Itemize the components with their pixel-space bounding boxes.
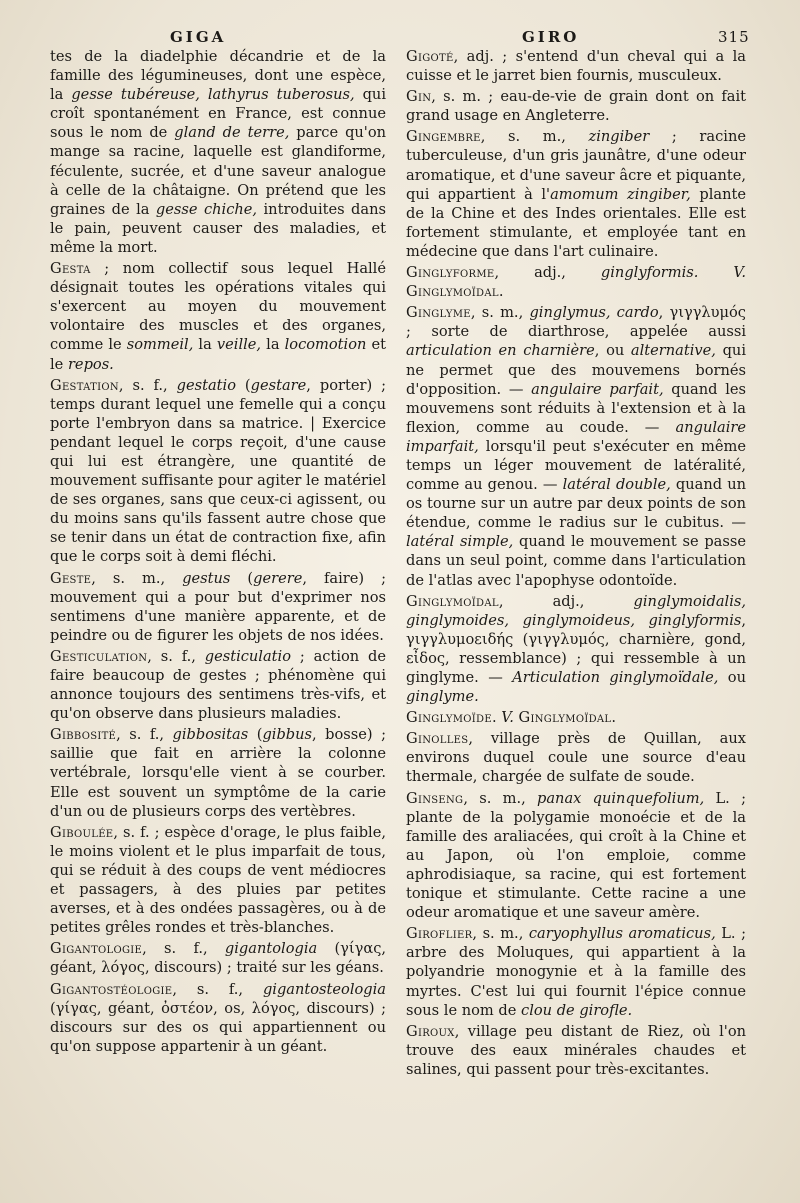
dictionary-entry: [406, 47, 746, 85]
italic-term: gibbus: [262, 726, 313, 744]
entry-text: introduites dans le pain, peuvent causer des maladies, et même la mort.: [50, 200, 386, 256]
running-head-left: GIGA: [170, 28, 227, 46]
entry-text: .: [491, 709, 502, 727]
dictionary-entry: [50, 823, 386, 938]
entry-continuation: [50, 47, 386, 257]
italic-term: panax quinquefolium,: [537, 789, 705, 807]
italic-term: clou de girofle.: [521, 1001, 633, 1019]
entry-text: , s. f.,: [142, 940, 225, 958]
headword: Ginglymoïdal.: [518, 709, 617, 727]
italic-term: ginglyme.: [406, 688, 479, 706]
dictionary-entry: [406, 924, 746, 1019]
entry-text: , s. f. ; espèce d'orage, le plus faible, le moins violent et le plus imparfait de tous, qui se réduit à des coups de vent médiocres et passagers, à des pluies par petites averses, et à des ondées passagères, ou à de petites grêles rondes et très-blanches.: [50, 823, 386, 937]
headword: Gin: [406, 88, 432, 106]
entry-text: et le: [50, 336, 386, 373]
italic-term: ginglyformis. V.: [600, 264, 746, 282]
entry-text: , village peu distant de Riez, où l'on trouve des eaux minérales chaudes et salines, qui passent pour très-excitantes.: [406, 1022, 746, 1078]
headword: Ginglymoïde: [406, 709, 492, 727]
dictionary-entry: [50, 569, 386, 645]
headword: Gigantologie: [50, 940, 143, 958]
entry-text: ; racine tuberculeuse, d'un gris jaunâtre, d'une odeur aromatique, et d'une saveur âcre et piquante, qui appartient à l': [406, 128, 746, 203]
italic-term: ginglymus, cardo: [529, 304, 659, 322]
italic-term: latéral double,: [562, 476, 671, 494]
italic-term: gesse chiche,: [155, 200, 258, 218]
headword: Gingembre: [406, 128, 481, 146]
entry-text: , s. f.,: [147, 647, 205, 665]
italic-term: gibbositas: [172, 726, 249, 744]
italic-term: gestus: [182, 569, 231, 587]
dictionary-entry: [406, 87, 746, 125]
entry-text: , γιγγλυμοειδής (γιγγλυμός, charnière, gond, εἶδος, ressemblance) ; qui ressemble à un ginglyme. —: [406, 611, 746, 686]
headword: Giboulée: [50, 823, 114, 841]
dictionary-entry: [406, 729, 746, 786]
dictionary-entry: [50, 647, 386, 723]
entry-text: la: [193, 336, 217, 354]
entry-text: , ou: [594, 342, 631, 360]
italic-term: gland de terre,: [174, 124, 290, 142]
headword: Gestation: [50, 376, 119, 394]
entry-text: (: [230, 569, 254, 587]
entry-text: ou: [718, 669, 746, 686]
dictionary-entry: [50, 939, 386, 977]
entry-text: , s. f.,: [118, 376, 177, 394]
italic-term: gigantosteologia: [262, 980, 386, 998]
entry-text: L. ; plante de la polygamie monoécie et de la famille des araliacées, qui croît à la Chine et au Japon, où l'on emploie, comme aphrodisiaque, sa racine, qui est fortement tonique et stimulante. Cette racine a une odeur aromatique et une saveur amère.: [406, 789, 746, 922]
italic-term: angulaire parfait,: [531, 380, 664, 398]
headword: Ginglymoïdal: [406, 592, 499, 610]
italic-term: Articulation ginglymoïdale,: [512, 669, 719, 686]
entry-text: tes de la diadelphie décandrie et de la famille des légumineuses, dont une espèce, la: [50, 48, 386, 104]
entry-text: , adj.,: [498, 592, 634, 610]
italic-term: angulaire imparfait,: [406, 418, 746, 455]
dictionary-entry: [50, 980, 386, 1056]
entry-text: quand les mouvemens sont réduits à l'extension et à la flexion, comme au coude. —: [406, 380, 746, 436]
headword: Gigantostéologie: [50, 980, 173, 998]
italic-term: alternative,: [630, 342, 716, 360]
entry-text: , s. m.,: [91, 569, 183, 587]
italic-term: V.: [501, 709, 514, 727]
entry-text: , faire) ; mouvement qui a pour but d'exprimer nos sentimens d'une manière apparente, et de peindre ou de figurer les objets de nos idées.: [50, 569, 386, 644]
italic-term: zingiber: [588, 128, 650, 146]
headword: Ginglyme: [406, 304, 471, 322]
headword: Geste: [50, 569, 92, 587]
entry-text: (: [235, 376, 251, 394]
dictionary-entry: [406, 1022, 746, 1079]
entry-text: , adj. ; s'entend d'un cheval qui a la cuisse et le jarret bien fournis, musculeux.: [406, 48, 746, 85]
dictionary-entry: [406, 592, 746, 707]
entry-text: , s. m.,: [472, 925, 529, 943]
dictionary-entry: [406, 263, 746, 301]
italic-term: sommeil,: [126, 336, 194, 354]
dictionary-entry: [406, 708, 746, 727]
headword: Gesta: [50, 260, 91, 278]
entry-text: (γίγας, géant, ὀστέον, os, λόγος, discours) ; discours sur des os qui appartiennent ou qu'on suppose appartenir à un géant.: [50, 999, 386, 1055]
entry-text: , s. f.,: [172, 980, 263, 998]
entry-text: , village près de Quillan, aux environs duquel coule une source d'eau thermale, chargée de sulfate de soude.: [406, 730, 746, 786]
dictionary-entry: [406, 303, 746, 589]
entry-text: ; nom collectif sous lequel Hallé désignait toutes les opérations vitales qui s'exercent au moyen du mouvement volontaire des muscles et des organes, comme le: [50, 260, 386, 354]
entry-text: ; action de faire beaucoup de gestes ; phénomène qui annonce toujours des sentimens très-vifs, et qu'on observe dans plusieurs maladies.: [50, 647, 386, 723]
italic-term: locomotion: [284, 336, 367, 354]
entry-text: (γίγας, géant, λόγος, discours) ; traité sur les géans.: [50, 940, 387, 977]
italic-term: amomum zingiber,: [550, 185, 691, 203]
entry-text: lorsqu'il peut s'exécuter en même temps un léger mouvement de latéralité, comme au genou. —: [406, 437, 746, 494]
italic-term: repos.: [67, 355, 114, 373]
entry-text: , γιγγλυμός ; sorte de diarthrose, appelée aussi: [406, 304, 746, 341]
italic-term: gesticulatio: [204, 647, 291, 665]
italic-term: gestatio: [176, 376, 236, 394]
dictionary-entry: [50, 259, 386, 374]
entry-text: parce qu'on mange sa racine, laquelle est glandiforme, féculente, sucrée, et d'une saveur analogue à celle de la châtaigne. On prétend que les graines de la: [50, 124, 387, 218]
headword: Giroux: [406, 1022, 455, 1040]
entry-text: , porter) ; temps durant lequel une femelle qui a conçu porte l'embryon dans sa matrice. | Exercice pendant lequel le corps reçoit, d'une cause qui lui est étrangère, une quantité de mouvement suffisante pour agiter le matériel de ses organes, sans que ceux-ci agissent, ou du moins sans qu'ils fassent autre chose que se tenir dans un état de contraction fixe, afin que le corps soit à demi fléchi.: [50, 376, 386, 566]
right-column: [406, 47, 746, 1081]
entry-text: plante de la Chine et des Indes orientales. Elle est fortement stimulante, et employée tant en médecine que dans l'art culinaire.: [406, 185, 747, 260]
entry-text: quand le mouvement se passe dans un seul point, comme dans l'articulation de l'atlas avec l'apophyse odontoïde.: [406, 533, 746, 589]
headword: Ginseng: [406, 789, 464, 807]
entry-text: , bosse) ; saillie que fait en arrière la colonne vertébrale, lorsqu'elle vient à se courber. Elle est souvent un symptôme de la carie d'un ou de plusieurs corps des vertèbres.: [50, 726, 386, 820]
italic-term: latéral simple,: [406, 533, 514, 551]
page-number: 315: [718, 28, 750, 46]
running-head-right: GIRO: [522, 28, 580, 46]
italic-term: gigantologia: [224, 940, 318, 958]
headword: Ginglyforme: [406, 264, 495, 282]
dictionary-entry: [50, 725, 386, 820]
headword: Gesticulation: [50, 647, 148, 665]
italic-term: gestare: [250, 376, 307, 394]
entry-text: L. ; arbre des Moluques, qui appartient à la polyandrie monogynie et à la famille des myrtes. C'est lui qui fournit l'épice connue sous le nom de: [406, 925, 746, 1019]
italic-term: articulation en charnière: [406, 342, 595, 360]
entry-text: , s. m.,: [480, 128, 589, 146]
entry-text: , s. m.,: [470, 304, 530, 322]
italic-term: ginglymoidalis, ginglymoides, ginglymoideus, ginglyformis: [406, 592, 746, 629]
italic-term: gerere: [253, 569, 303, 587]
italic-term: veille,: [216, 336, 262, 354]
entry-text: (: [248, 726, 263, 744]
headword: Gigoté: [406, 48, 454, 65]
headword: Giroflier: [406, 925, 473, 943]
italic-term: gesse tubéreuse, lathyrus tuberosus,: [71, 86, 355, 104]
entry-text: , s. m.,: [463, 789, 538, 807]
entry-text: , s. f.,: [116, 726, 173, 744]
headword: Ginglymoïdal.: [406, 283, 504, 301]
entry-text: la: [261, 336, 285, 354]
entry-text: quand un os tourne sur un autre par deux points de son étendue, comme le radius sur le cubitus. —: [406, 476, 746, 532]
dictionary-entry: [406, 789, 746, 923]
dictionary-entry: [406, 127, 746, 261]
italic-term: caryophyllus aromaticus,: [528, 925, 716, 943]
headword: Ginolles: [406, 730, 469, 748]
entry-text: qui croît spontanément en France, est connue sous le nom de: [50, 86, 386, 142]
left-column: [50, 47, 386, 1058]
entry-text: qui ne permet que des mouvemens bornés d'opposition. —: [406, 342, 746, 398]
dictionary-entry: [50, 376, 386, 567]
entry-text: , adj.,: [494, 264, 601, 282]
entry-text: , s. m. ; eau-de-vie de grain dont on fait grand usage en Angleterre.: [406, 88, 746, 125]
headword: Gibbosité: [50, 726, 117, 744]
